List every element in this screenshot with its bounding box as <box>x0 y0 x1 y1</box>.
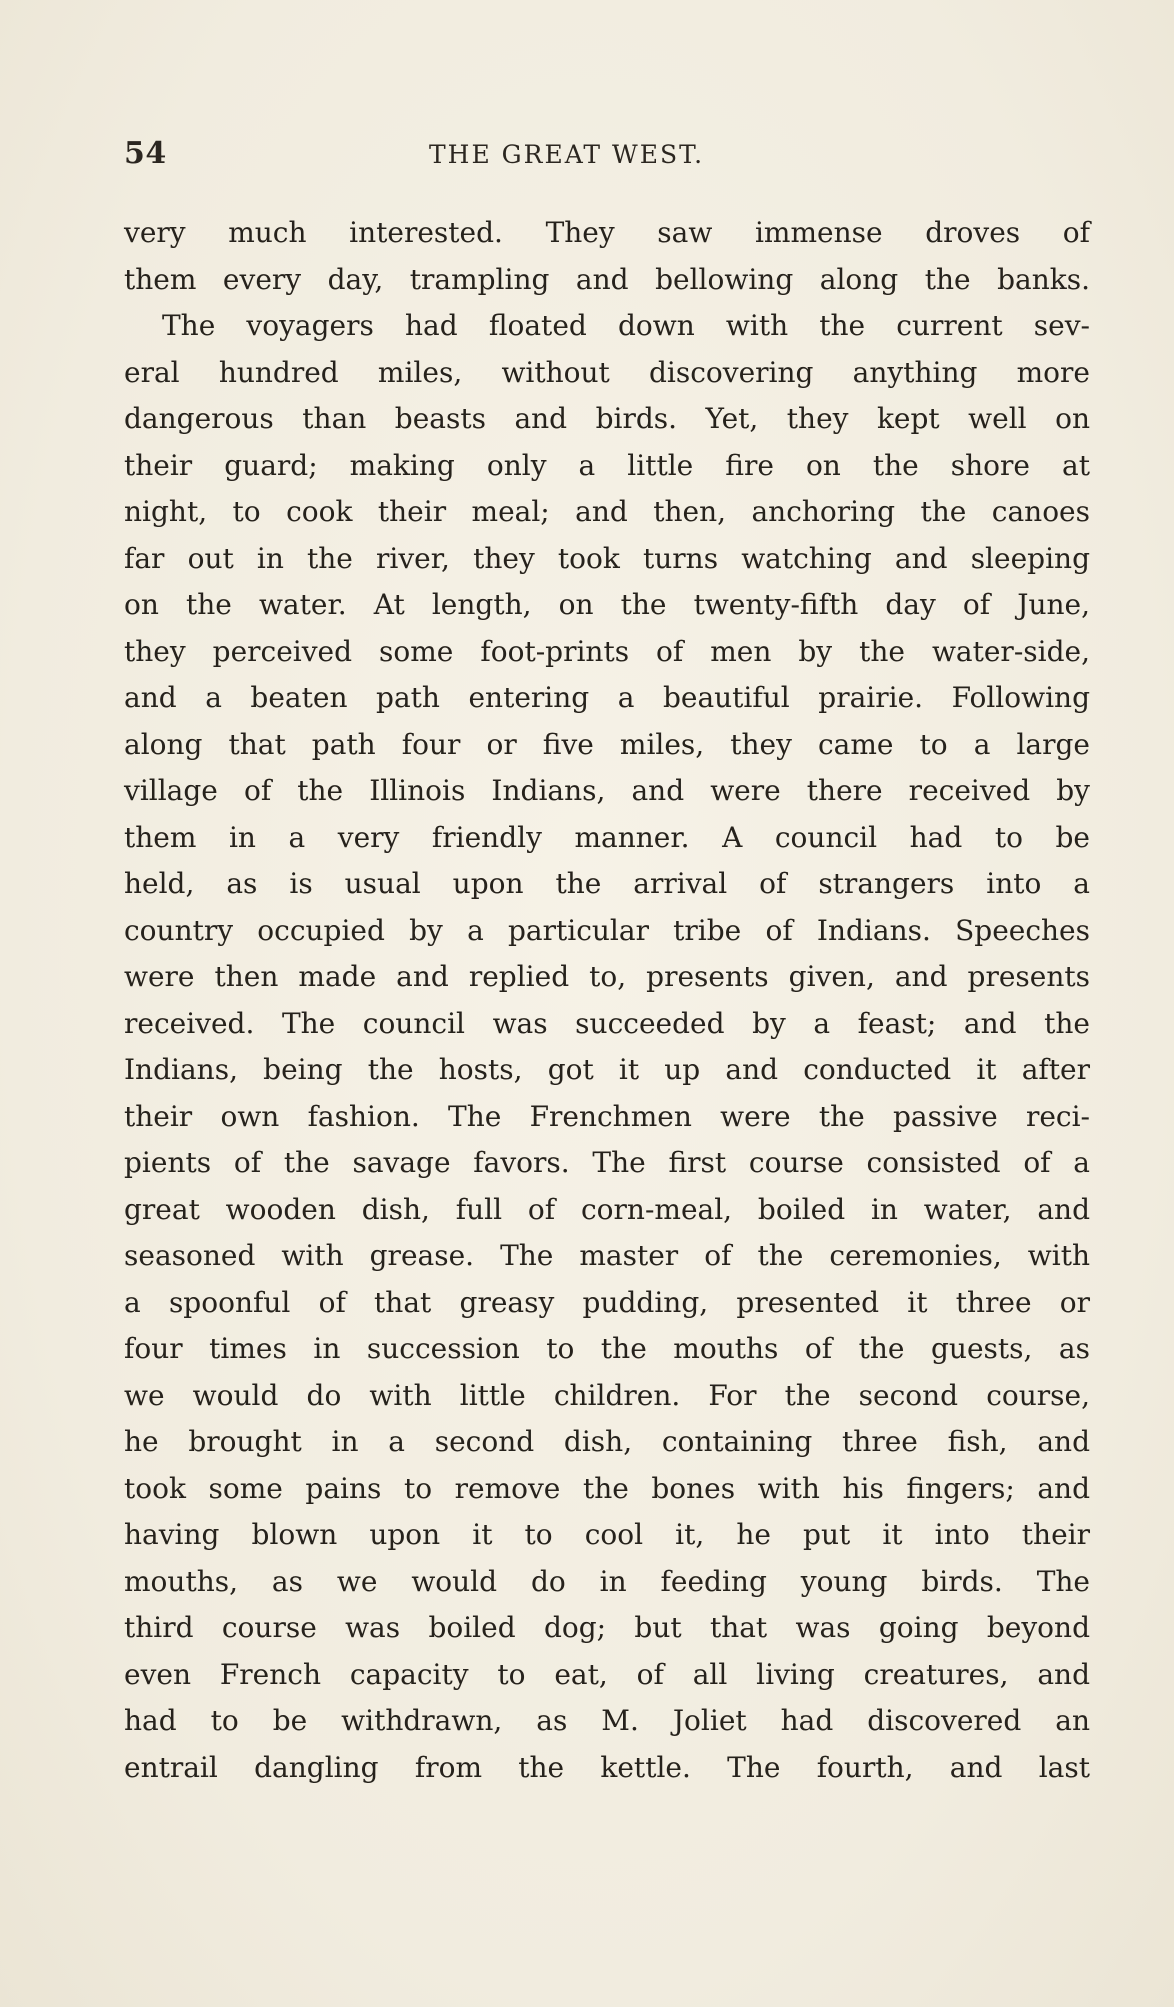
text-line: he brought in a second dish, containing three fish, and <box>124 1425 1090 1458</box>
text-line: their own fashion. The Frenchmen were the passive reci- <box>124 1099 1090 1133</box>
text-line: seasoned with grease. The master of the ceremonies, with <box>124 1239 1090 1272</box>
text-line: them in a very friendly manner. A council had to be <box>124 820 1090 854</box>
text-line: on the water. At length, on the twenty-fifth day of June, <box>124 588 1090 621</box>
text-line: far out in the river, they took turns watching and sleeping <box>124 541 1090 575</box>
text-line: held, as is usual upon the arrival of strangers into a <box>124 867 1090 900</box>
text-line: four times in succession to the mouths of the guests, as <box>124 1332 1090 1365</box>
body-text <box>124 210 1090 1791</box>
text-line: village of the Illinois Indians, and were there received by <box>124 774 1090 807</box>
text-line: a spoonful of that greasy pudding, presented it three or <box>124 1285 1090 1319</box>
text-line: night, to cook their meal; and then, anchoring the canoes <box>124 495 1090 528</box>
text-line: The voyagers had floated down with the current sev- <box>162 309 1090 342</box>
text-line: country occupied by a particular tribe of Indians. Speeches <box>124 913 1090 947</box>
text-line: took some pains to remove the bones with his fingers; and <box>124 1471 1090 1505</box>
text-line: mouths, as we would do in feeding young birds. The <box>124 1564 1090 1598</box>
page-header <box>124 136 1084 176</box>
text-line: their guard; making only a little fire on the shore at <box>124 448 1090 482</box>
running-head: THE GREAT WEST. <box>429 140 705 169</box>
text-line: very much interested. They saw immense droves of <box>124 216 1090 249</box>
text-line: received. The council was succeeded by a feast; and the <box>124 1006 1090 1040</box>
text-line: along that path four or five miles, they came to a large <box>124 727 1090 761</box>
text-line: dangerous than beasts and birds. Yet, they kept well on <box>124 402 1090 435</box>
text-line: had to be withdrawn, as M. Joliet had discovered an <box>124 1704 1090 1737</box>
text-line: even French capacity to eat, of all living creatures, and <box>124 1657 1090 1691</box>
page-number: 54 <box>124 136 167 171</box>
text-line: were then made and replied to, presents given, and presents <box>124 960 1090 993</box>
text-line: we would do with little children. For the second course, <box>124 1378 1090 1412</box>
text-line: and a beaten path entering a beautiful prairie. Following <box>124 681 1090 714</box>
text-line: eral hundred miles, without discovering anything more <box>124 355 1090 389</box>
text-line: pients of the savage favors. The first course consisted of a <box>124 1146 1090 1179</box>
text-line: entrail dangling from the kettle. The fourth, and last <box>124 1750 1090 1784</box>
text-line: them every day, trampling and bellowing along the banks. <box>124 262 1090 296</box>
text-line: third course was boiled dog; but that was going beyond <box>124 1611 1090 1644</box>
text-line: great wooden dish, full of corn-meal, boiled in water, and <box>124 1192 1090 1226</box>
text-line: Indians, being the hosts, got it up and conducted it after <box>124 1053 1090 1086</box>
text-line: they perceived some foot-prints of men by the water-side, <box>124 634 1090 668</box>
text-line: having blown upon it to cool it, he put it into their <box>124 1518 1090 1551</box>
